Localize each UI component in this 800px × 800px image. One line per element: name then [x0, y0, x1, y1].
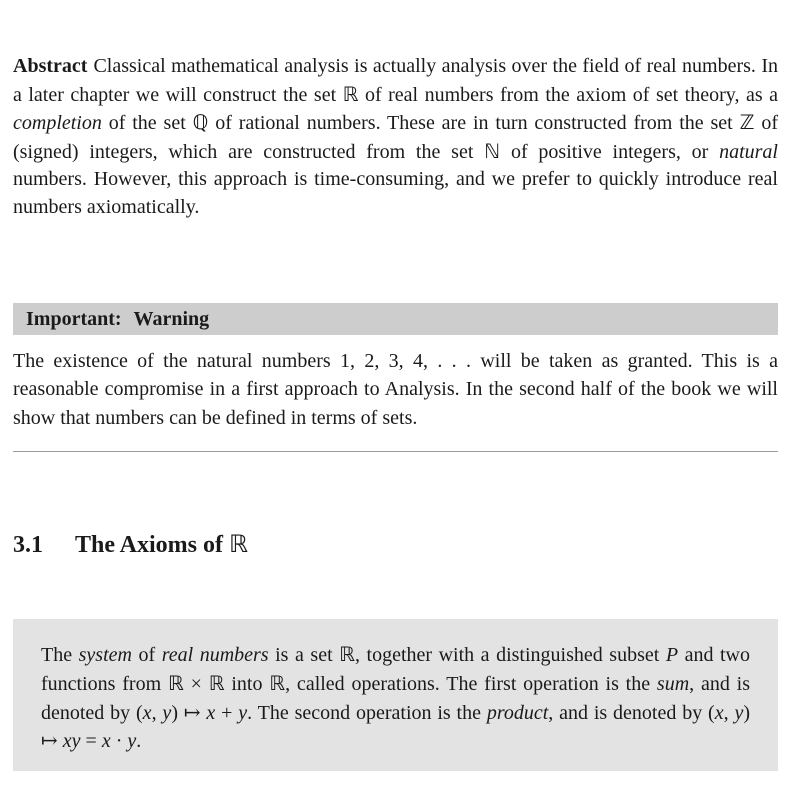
emphasis-text: x [101, 730, 111, 753]
warning-body: The existence of the natural numbers 1, 2, 3, 4, . . . will be taken as granted. This is a reasonable compromise in a first approach to Analysis. In the second half of the book we will show that numbers can be defined in terms of sets. [13, 350, 778, 429]
text-run: is a set [268, 644, 340, 666]
text-run: Classical mathematical analysis is actually analysis over the field of real numbers. In a later chapter we will construct the set [13, 55, 778, 106]
emphasis-text: x [714, 701, 724, 724]
text-run: into [224, 673, 270, 696]
text-run: , and is denoted by ( [41, 673, 750, 724]
text-run: · [110, 730, 128, 753]
emphasis-text: system [78, 644, 132, 666]
text-run: of positive integers, or [500, 140, 720, 163]
text-run: of (signed) integers, which are constructed from the set [13, 112, 779, 163]
set-symbol: ℝ [339, 642, 355, 666]
set-symbol: ℚ [192, 110, 209, 135]
text-run: . The second operation is the [247, 701, 487, 724]
emphasis-text: y [238, 701, 248, 724]
definition-text [41, 640, 750, 756]
emphasis-text: x [206, 701, 216, 724]
abstract-paragraph [13, 53, 778, 222]
emphasis-text: P [665, 644, 679, 666]
text-run: , and is denoted by ( [548, 701, 715, 724]
abstract-label: Abstract [13, 55, 88, 77]
text-run: . [136, 730, 142, 753]
text-run: , [723, 701, 735, 724]
section-symbol: ℝ [229, 530, 249, 558]
emphasis-text: x [142, 701, 152, 724]
section-title: The Axioms of [75, 532, 224, 558]
set-symbol: ℤ [739, 110, 755, 135]
set-symbol: ℝ [269, 671, 286, 696]
abstract-text [13, 55, 778, 218]
emphasis-text: xy [62, 730, 81, 753]
emphasis-text: completion [13, 112, 102, 135]
set-symbol: ℝ [342, 81, 359, 106]
text-run: = [80, 730, 102, 753]
divider-rule [13, 451, 778, 452]
emphasis-text: y [162, 701, 172, 724]
section-heading [13, 528, 248, 561]
section-number: 3.1 [13, 532, 43, 558]
emphasis-text: y [127, 730, 137, 753]
text-run: The [41, 644, 79, 666]
set-symbol: ℕ [484, 138, 501, 163]
warning-important-label: Important: [26, 308, 122, 330]
set-symbol: ℝ [208, 671, 225, 696]
definition-box [13, 619, 778, 771]
text-run: of real numbers from the axiom of set theory, as a [358, 83, 778, 106]
text-run: , together with a distinguished subset [355, 644, 666, 666]
text-run: × [183, 673, 209, 696]
emphasis-text: product [486, 701, 549, 724]
set-symbol: ℝ [167, 671, 184, 696]
text-run: , [151, 701, 163, 724]
text-run: ) ↦ [171, 701, 207, 724]
emphasis-text: y [734, 701, 744, 724]
warning-title: Warning [133, 308, 210, 330]
text-run: of rational numbers. These are in turn constructed from the set [208, 112, 740, 135]
warning-header [13, 303, 778, 335]
emphasis-text: natural [719, 140, 778, 163]
text-run: and two functions from [41, 644, 750, 696]
text-run: , called operations. The first operation is the [285, 673, 657, 696]
text-run: ) ↦ [41, 701, 751, 753]
text-run: of [131, 644, 162, 666]
text-run: + [215, 701, 239, 724]
text-run: numbers. However, this approach is time-consuming, and we prefer to quickly introduce real numbers axiomatically. [13, 168, 778, 218]
emphasis-text: sum [656, 673, 690, 696]
text-run: of the set [101, 112, 193, 135]
emphasis-text: real numbers [161, 644, 269, 666]
